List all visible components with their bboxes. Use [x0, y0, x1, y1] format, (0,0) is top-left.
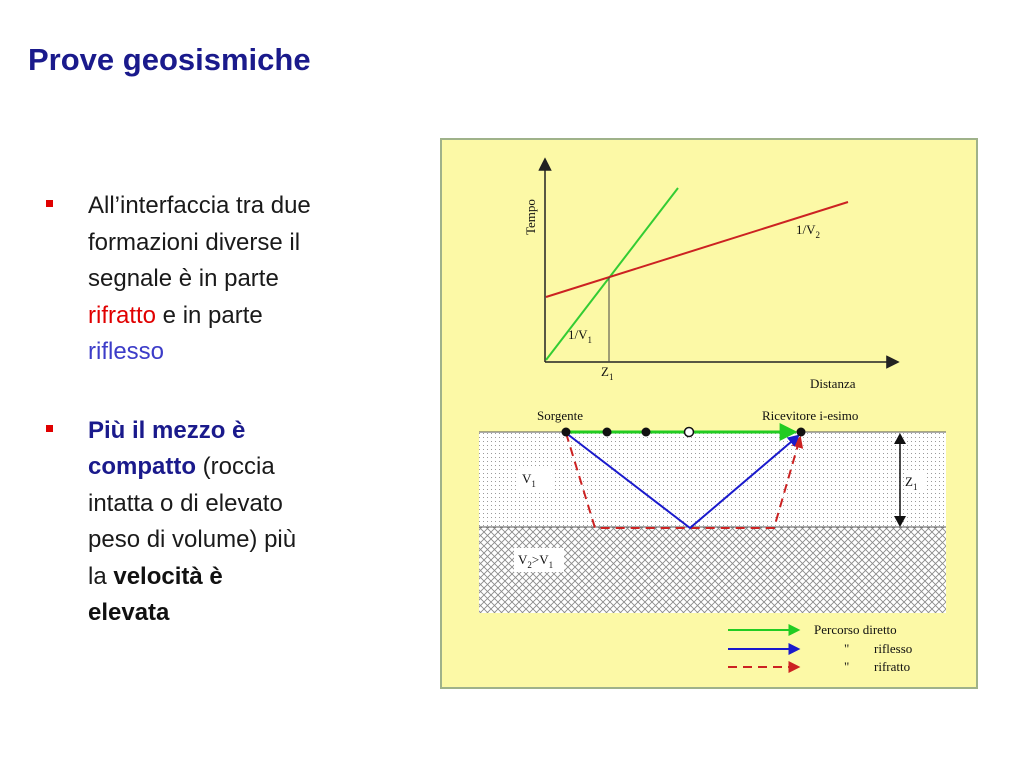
cross-section [479, 408, 946, 613]
refracted-wave-line [546, 202, 848, 297]
bullet1-line4: e in parte [156, 301, 263, 329]
bullet-velocity [42, 413, 392, 632]
bullet2-line5: la [88, 562, 114, 590]
bullet-list [42, 188, 392, 674]
word-compatto: compatto [88, 453, 196, 480]
bullet-marker [46, 200, 53, 207]
legend-refracted-label: rifratto [874, 659, 911, 674]
bullet2-line4: peso di volume) più [88, 526, 297, 553]
y-axis-label: Tempo [523, 199, 538, 235]
depth-label: $Z_1$ [905, 474, 918, 492]
receiver-label: Ricevitore i-esimo [762, 408, 859, 423]
bullet-marker [46, 425, 53, 432]
receiver-point [797, 428, 806, 437]
word-riflesso: riflesso [88, 338, 165, 365]
word-rifratto: rifratto [88, 301, 157, 329]
slope2-label: $1/V_2$ [796, 222, 820, 240]
bullet2-line2: (roccia [196, 453, 275, 480]
slope1-label: $1/V_1$ [568, 327, 592, 345]
legend [728, 622, 912, 674]
legend-ditto-1: " [844, 641, 850, 656]
crossover-label: $Z_1$ [601, 364, 614, 382]
bullet2-line3: intatta o di elevato [88, 489, 283, 517]
slide-title: Prove geosismiche [28, 42, 311, 77]
geophone [603, 428, 612, 437]
bullet1-line1: All’interfaccia tra due [88, 192, 311, 219]
word-velocita: velocità è [113, 562, 223, 590]
source-label: Sorgente [537, 408, 583, 423]
bullet-refraction [42, 188, 392, 371]
layer1-label: $V_1$ [522, 471, 536, 489]
seismic-figure [440, 138, 978, 689]
bullet2-bold1: Più il mezzo è [88, 416, 246, 444]
source-point [562, 428, 571, 437]
legend-reflected-label: riflesso [874, 641, 913, 656]
bullet1-line2: formazioni diverse il [88, 228, 301, 256]
legend-direct-label: Percorso diretto [814, 622, 897, 637]
bullet1-line3: segnale è in parte [88, 265, 279, 292]
travel-time-graph [523, 160, 897, 391]
direct-wave-line [546, 188, 678, 360]
word-elevata: elevata [88, 599, 170, 626]
x-axis-label: Distanza [810, 376, 856, 391]
legend-ditto-2: " [844, 659, 850, 674]
geophone-open [685, 428, 694, 437]
seismic-diagram [442, 140, 980, 691]
layer2-label: $V_2>V_1$ [518, 552, 554, 570]
geophone [642, 428, 651, 437]
